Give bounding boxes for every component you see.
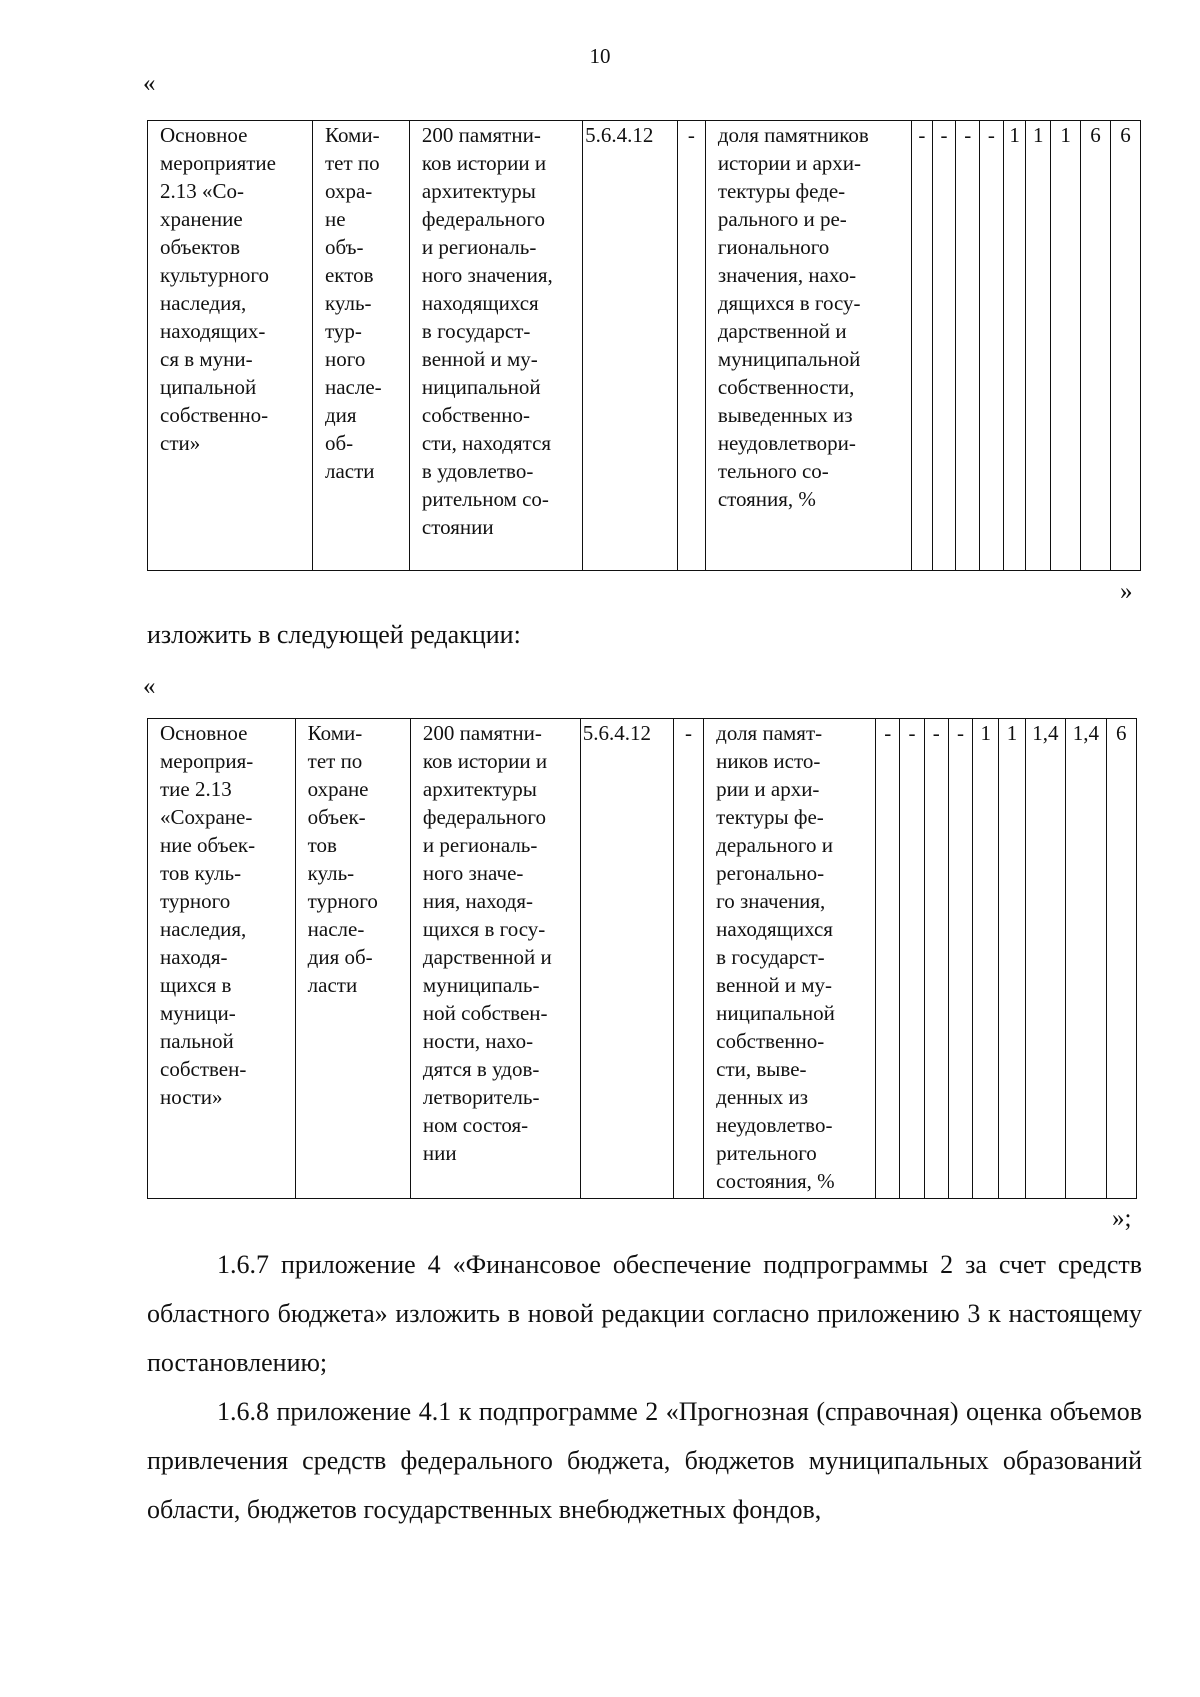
value-cell: - <box>932 121 956 571</box>
paragraph-text: 1.6.8 приложение 4.1 к подпрограмме 2 «Прогнозная (справочная) оценка объемов привлечения средств федерального бюджета, бюджетов муниципальных образований области, бюджетов государственных внебюджетных фондов, <box>147 1397 1142 1524</box>
value-cell: - <box>912 121 933 571</box>
table-row <box>148 121 1141 571</box>
close-quote-1: » <box>1120 578 1133 605</box>
value-cell: - <box>900 719 924 1199</box>
executor-cell: Коми- тет по охра- не объ- ектов куль- тур- ного насле- дия об- ласти <box>312 121 409 571</box>
value-cell: 1,4 <box>1025 719 1065 1199</box>
result-cell: 200 памятни- ков истории и архитектуры федерального и региональ- ного значе- ния, находя- щихся в госу- дарственной и муниципаль- ной собствен- ности, нахо- дятся в удов- летворитель- ном состоя- нии <box>410 719 580 1199</box>
close-quote-2: »; <box>1112 1205 1132 1232</box>
value-cell: 6 <box>1106 719 1136 1199</box>
code-cell: 5.6.4.12 <box>583 121 678 571</box>
paragraph-1-6-7 <box>147 1240 1142 1387</box>
value-cell: 6 <box>1081 121 1111 571</box>
event-cell: Основное мероприя- тие 2.13 «Сохране- ние объек- тов куль- турного наследия, находя- щихся в муници- пальной собствен- ности» <box>148 719 296 1199</box>
value-cell: - <box>956 121 980 571</box>
old-table <box>147 120 1141 571</box>
value-cell: 1,4 <box>1066 719 1106 1199</box>
open-quote-1: « <box>143 70 156 97</box>
value-cell: - <box>924 719 948 1199</box>
value-cell: 1 <box>973 719 999 1199</box>
open-quote-2: « <box>143 673 156 700</box>
executor-cell: Коми- тет по охране объек- тов куль- турного насле- дия об- ласти <box>295 719 410 1199</box>
value-cell: 1 <box>1026 121 1051 571</box>
new-table <box>147 718 1137 1199</box>
table-row <box>148 719 1137 1199</box>
value-cell: 1 <box>1003 121 1026 571</box>
paragraph-1-6-8 <box>147 1387 1142 1534</box>
dash-cell: - <box>677 121 705 571</box>
value-cell: - <box>980 121 1004 571</box>
page-number: 10 <box>589 44 611 68</box>
indicator-cell: доля памятников истории и архи- тектуры феде- рального и ре- гионального значения, нахо- дящихся в госу- дарственной и муниципальной собственности, выведенных из неудовлетвори- тельного со- стояния, % <box>705 121 911 571</box>
dash-cell: - <box>673 719 703 1199</box>
paragraph-text: 1.6.7 приложение 4 «Финансовое обеспечение подпрограммы 2 за счет средств областного бюджета» изложить в новой редакции согласно приложению 3 к настоящему постановлению; <box>147 1250 1142 1377</box>
instruction-text: изложить в следующей редакции: <box>147 620 521 649</box>
result-cell: 200 памятни- ков истории и архитектуры федерального и региональ- ного значения, находящихся в государст- венной и му- ниципальной собственно- сти, находятся в удовлетво- рительном со- стоянии <box>409 121 582 571</box>
value-cell: 1 <box>1051 121 1081 571</box>
value-cell: 1 <box>999 719 1025 1199</box>
indicator-cell: доля памят- ников исто- рии и архи- тектуры фе- дерального и регонально- го значения, находящихся в государст- венной и му- ниципальной собственно- сти, выве- денных из неудовлетво- рительного состояния, % <box>704 719 876 1199</box>
value-cell: 6 <box>1110 121 1140 571</box>
code-cell: 5.6.4.12 <box>580 719 673 1199</box>
value-cell: - <box>948 719 972 1199</box>
value-cell: - <box>876 719 900 1199</box>
event-cell: Основное мероприятие 2.13 «Со- хранение объектов культурного наследия, находящих- ся в муни- ципальной собственно- сти» <box>148 121 313 571</box>
